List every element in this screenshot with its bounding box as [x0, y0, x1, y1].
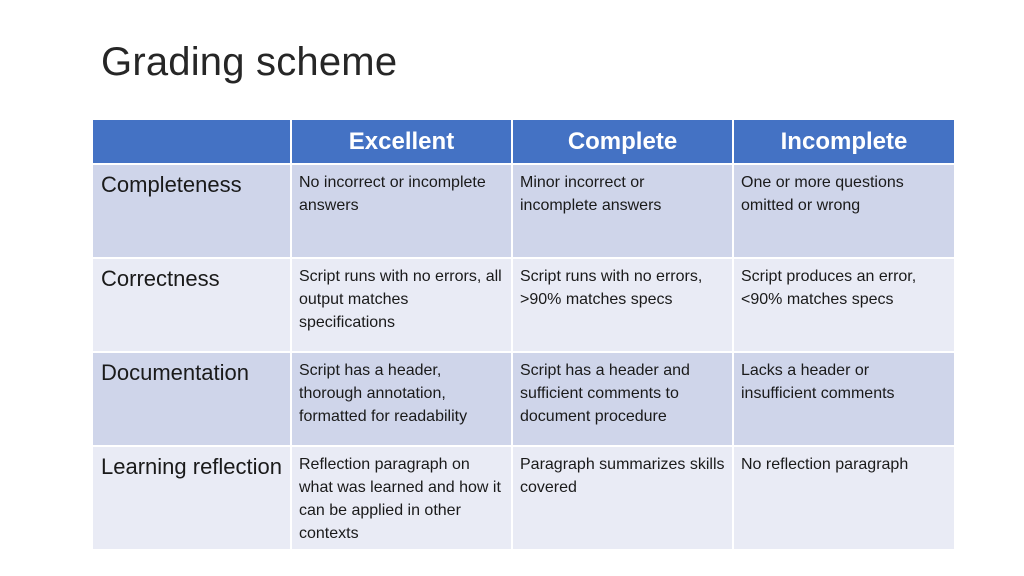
header-cell-complete: Complete	[512, 120, 733, 164]
incomplete-cell: One or more questions omitted or wrong	[733, 164, 954, 258]
incomplete-cell: No reflection paragraph	[733, 446, 954, 550]
table-row	[93, 164, 954, 258]
table-header-row	[93, 120, 954, 164]
table-row	[93, 258, 954, 352]
excellent-cell: Reflection paragraph on what was learned and how it can be applied in other contexts	[291, 446, 512, 550]
grading-table	[93, 120, 954, 551]
excellent-cell: Script has a header, thorough annotation, formatted for readability	[291, 352, 512, 446]
complete-cell: Paragraph summarizes skills covered	[512, 446, 733, 550]
criterion-cell: Documentation	[93, 352, 291, 446]
complete-cell: Script has a header and sufficient comments to document procedure	[512, 352, 733, 446]
header-cell-excellent: Excellent	[291, 120, 512, 164]
header-cell-incomplete: Incomplete	[733, 120, 954, 164]
excellent-cell: No incorrect or incomplete answers	[291, 164, 512, 258]
table-row	[93, 446, 954, 550]
criterion-cell: Completeness	[93, 164, 291, 258]
slide-title: Grading scheme	[101, 40, 398, 84]
header-cell-empty	[93, 120, 291, 164]
criterion-cell: Learning reflection	[93, 446, 291, 550]
incomplete-cell: Script produces an error, <90% matches specs	[733, 258, 954, 352]
complete-cell: Minor incorrect or incomplete answers	[512, 164, 733, 258]
criterion-cell: Correctness	[93, 258, 291, 352]
excellent-cell: Script runs with no errors, all output matches specifications	[291, 258, 512, 352]
complete-cell: Script runs with no errors, >90% matches specs	[512, 258, 733, 352]
table-row	[93, 352, 954, 446]
incomplete-cell: Lacks a header or insufficient comments	[733, 352, 954, 446]
